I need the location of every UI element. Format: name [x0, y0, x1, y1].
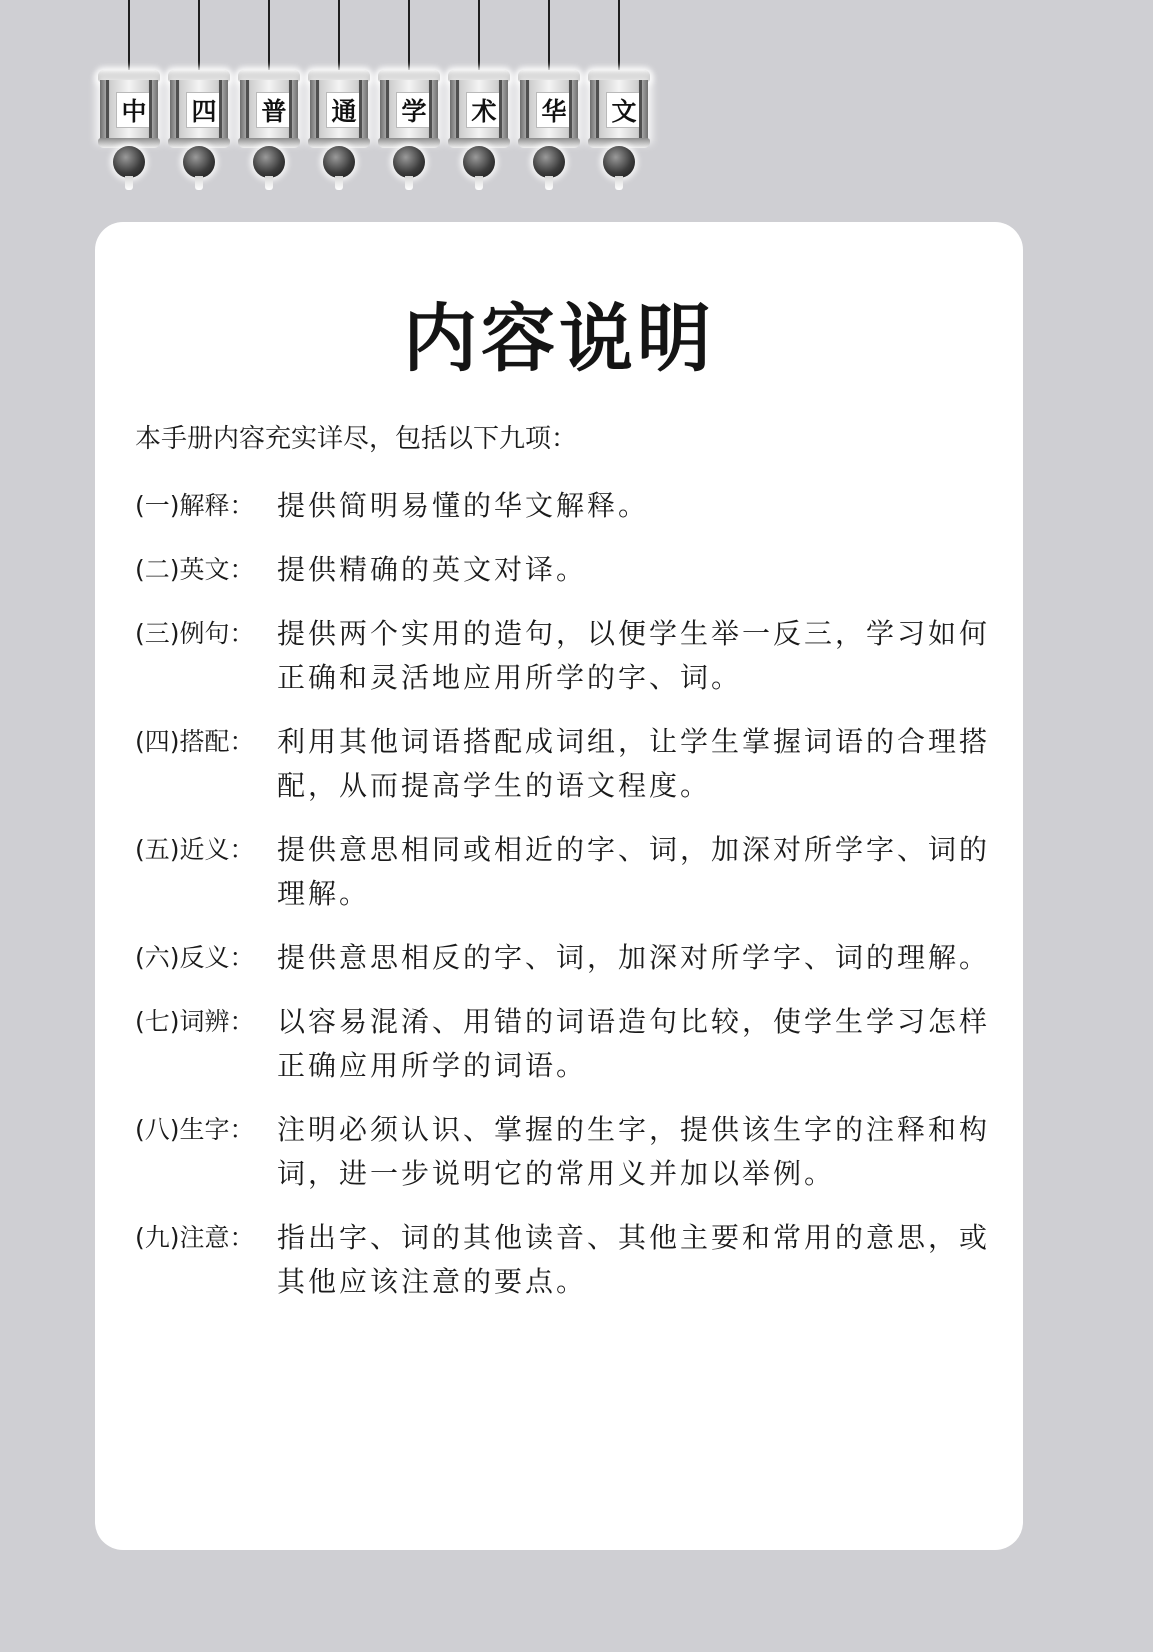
list-item — [135, 828, 1005, 916]
list-item — [135, 484, 1005, 528]
lantern-tassel — [405, 176, 413, 190]
lantern-tassel — [195, 176, 203, 190]
lantern-string — [618, 0, 620, 72]
lantern — [446, 0, 512, 196]
item-description: 提供意思相反的字、词，加深对所学字、词的理解。 — [277, 941, 991, 974]
lantern-character: 华 — [536, 92, 572, 128]
lantern-ball-icon — [183, 146, 215, 178]
lantern-tassel — [125, 176, 133, 190]
lantern-ball-icon — [253, 146, 285, 178]
list-item — [135, 612, 1005, 700]
lantern-character: 中 — [116, 92, 152, 128]
lantern — [586, 0, 652, 196]
list-item — [135, 720, 1005, 808]
list-item — [135, 548, 1005, 592]
lantern-body — [590, 80, 648, 140]
lantern-ball-icon — [533, 146, 565, 178]
lantern-body — [170, 80, 228, 140]
item-description: 注明必须认识、掌握的生字，提供该生字的注释和构词，进一步说明它的常用义并加以举例。 — [277, 1113, 991, 1190]
lantern — [306, 0, 372, 196]
item-label: (二)英文： — [135, 555, 255, 584]
lantern-body — [450, 80, 508, 140]
lantern-string — [548, 0, 550, 72]
lantern-body — [310, 80, 368, 140]
item-label: (一)解释： — [135, 491, 255, 520]
item-description: 利用其他词语搭配成词组，让学生掌握词语的合理搭配，从而提高学生的语文程度。 — [277, 725, 991, 802]
lantern-string — [198, 0, 200, 72]
lantern-body — [380, 80, 438, 140]
lantern — [96, 0, 162, 196]
lantern-string — [408, 0, 410, 72]
lantern-string — [478, 0, 480, 72]
item-description: 提供精确的英文对译。 — [277, 553, 588, 586]
lantern — [376, 0, 442, 196]
item-description: 提供两个实用的造句，以便学生举一反三，学习如何正确和灵活地应用所学的字、词。 — [277, 617, 991, 694]
item-description: 提供意思相同或相近的字、词，加深对所学字、词的理解。 — [277, 833, 991, 910]
lantern-character: 通 — [326, 92, 362, 128]
lantern-ball-icon — [603, 146, 635, 178]
lantern-ball-icon — [323, 146, 355, 178]
item-description: 以容易混淆、用错的词语造句比较，使学生学习怎样正确应用所学的词语。 — [277, 1005, 991, 1082]
list-item — [135, 936, 1005, 980]
item-label: (五)近义： — [135, 835, 255, 864]
lantern-character: 学 — [396, 92, 432, 128]
item-label: (六)反义： — [135, 943, 255, 972]
lantern-ball-icon — [113, 146, 145, 178]
lantern-tassel — [265, 176, 273, 190]
lantern-tassel — [475, 176, 483, 190]
list-item — [135, 1000, 1005, 1088]
lantern-banner — [96, 0, 656, 200]
lantern — [516, 0, 582, 196]
lantern-tassel — [615, 176, 623, 190]
list-item — [135, 1216, 1005, 1304]
lantern-body — [240, 80, 298, 140]
item-label: (九)注意： — [135, 1223, 255, 1252]
lantern-body — [100, 80, 158, 140]
item-description: 提供简明易懂的华文解释。 — [277, 489, 650, 522]
item-list — [135, 484, 1005, 1304]
list-item — [135, 1108, 1005, 1196]
item-label: (四)搭配： — [135, 727, 255, 756]
lantern-string — [338, 0, 340, 72]
lantern-ball-icon — [393, 146, 425, 178]
lantern-character: 术 — [466, 92, 502, 128]
item-description: 指出字、词的其他读音、其他主要和常用的意思，或其他应该注意的要点。 — [277, 1221, 991, 1298]
lantern-character: 普 — [256, 92, 292, 128]
lantern — [236, 0, 302, 196]
lantern-character: 四 — [186, 92, 222, 128]
intro-text: 本手册内容充实详尽，包括以下九项： — [135, 424, 578, 454]
item-label: (八)生字： — [135, 1115, 255, 1144]
lantern-string — [268, 0, 270, 72]
content-card — [95, 222, 1023, 1550]
lantern-ball-icon — [463, 146, 495, 178]
lantern-tassel — [335, 176, 343, 190]
item-label: (七)词辨： — [135, 1007, 255, 1036]
lantern-character: 文 — [606, 92, 642, 128]
lantern-tassel — [545, 176, 553, 190]
lantern-string — [128, 0, 130, 72]
lantern-body — [520, 80, 578, 140]
page-title: 内容说明 — [403, 296, 715, 382]
lantern — [166, 0, 232, 196]
item-label: (三)例句： — [135, 619, 255, 648]
